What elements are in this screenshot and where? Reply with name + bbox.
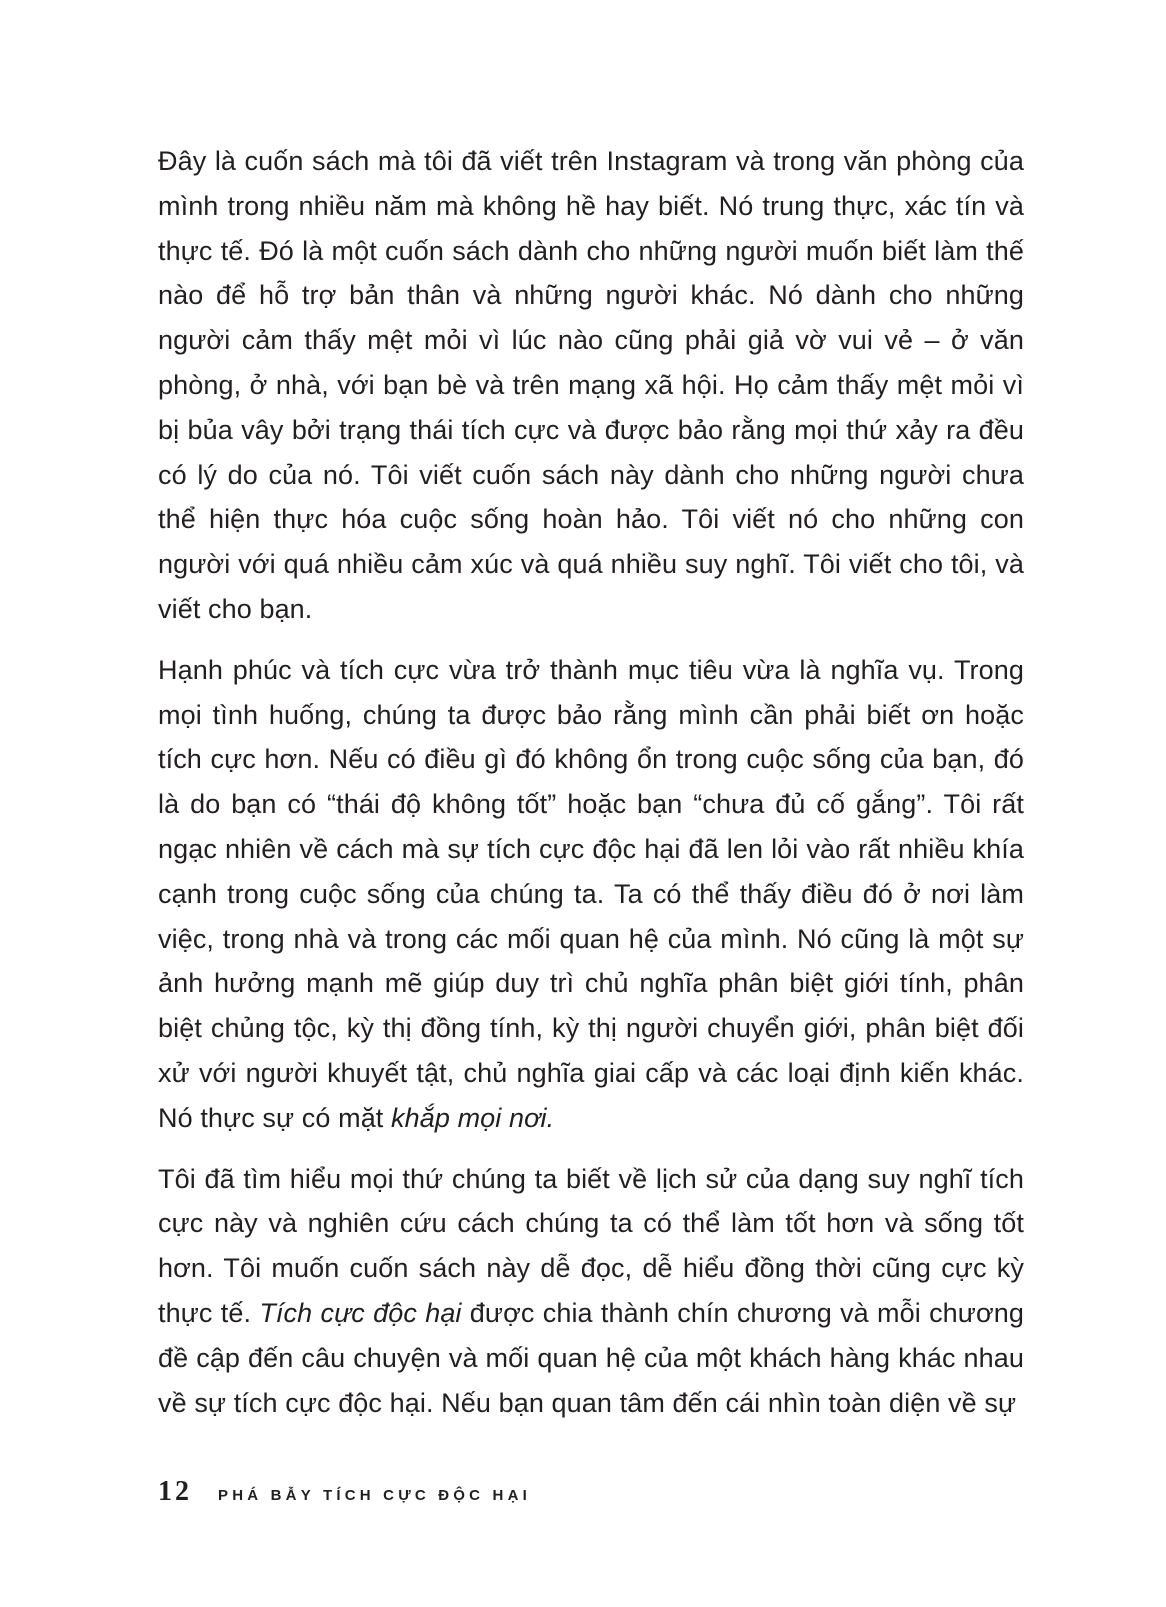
paragraph-3-book-title: Tích cực độc hại — [259, 1297, 462, 1328]
paragraph-1: Đây là cuốn sách mà tôi đã viết trên Instagram và trong văn phòng của mình trong nhiều năm mà không hề hay biết. Nó trung thực, xác tín và thực tế. Đó là một cuốn sách dành cho những người muốn biết làm thế nào để hỗ trợ bản thân và những người khác. Nó dành cho những người cảm thấy mệt mỏi vì lúc nào cũng phải giả vờ vui vẻ – ở văn phòng, ở nhà, với bạn bè và trên mạng xã hội. Họ cảm thấy mệt mỏi vì bị bủa vây bởi trạng thái tích cực và được bảo rằng mọi thứ xảy ra đều có lý do của nó. Tôi viết cuốn sách này dành cho những người chưa thể hiện thực hóa cuộc sống hoàn hảo. Tôi viết nó cho những con người với quá nhiều cảm xúc và quá nhiều suy nghĩ. Tôi viết cho tôi, và viết cho bạn. — [158, 146, 1024, 624]
paragraph-2 — [158, 648, 1024, 1141]
page-body — [158, 139, 1024, 1441]
paragraph-3-text-before: Tôi đã tìm hiểu mọi thứ chúng ta biết về lịch sử của dạng suy nghĩ tích cực này và nghiên cứu cách chúng ta có thể làm tốt hơn và sống tốt hơn. Tôi muốn cuốn sách này dễ đọc, dễ hiểu đồng thời cũng cực kỳ thực tế. — [158, 1163, 1024, 1328]
running-title: PHÁ BẪY TÍCH CỰC ĐỘC HẠI — [218, 1487, 531, 1504]
paragraph-3 — [158, 1157, 1024, 1426]
paragraph-2-emphasis: khắp mọi nơi. — [391, 1102, 555, 1133]
page-footer — [158, 1476, 531, 1508]
paragraph-2-text: Hạnh phúc và tích cực vừa trở thành mục tiêu vừa là nghĩa vụ. Trong mọi tình huống, chúng ta được bảo rằng mình cần phải biết ơn hoặc tích cực hơn. Nếu có điều gì đó không ổn trong cuộc sống của bạn, đó là do bạn có “thái độ không tốt” hoặc bạn “chưa đủ cố gắng”. Tôi rất ngạc nhiên về cách mà sự tích cực độc hại đã len lỏi vào rất nhiều khía cạnh trong cuộc sống của chúng ta. Ta có thể thấy điều đó ở nơi làm việc, trong nhà và trong các mối quan hệ của mình. Nó cũng là một sự ảnh hưởng mạnh mẽ giúp duy trì chủ nghĩa phân biệt giới tính, phân biệt chủng tộc, kỳ thị đồng tính, kỳ thị người chuyển giới, phân biệt đối xử với người khuyết tật, chủ nghĩa giai cấp và các loại định kiến khác. Nó thực sự có mặt — [158, 654, 1024, 1133]
page-number: 12 — [158, 1476, 192, 1507]
paragraph-3-text-after: được chia thành chín chương và mỗi chương đề cập đến câu chuyện và mối quan hệ của một khách hàng khác nhau về sự tích cực độc hại. Nếu bạn quan tâm đến cái nhìn toàn diện về sự — [158, 1297, 1025, 1418]
